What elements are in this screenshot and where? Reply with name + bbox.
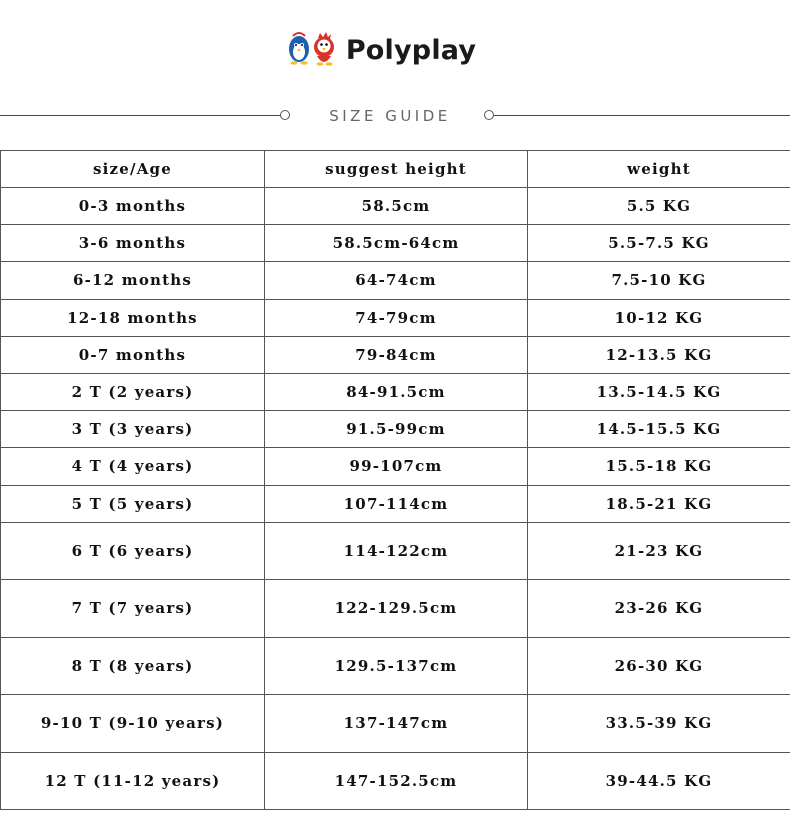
cell-height: 58.5cm: [265, 188, 528, 225]
cell-size-age: 8 T (8 years): [1, 637, 265, 695]
divider-line-right: [494, 115, 790, 116]
cell-height: 137-147cm: [265, 695, 528, 753]
header-weight: weight: [528, 151, 790, 188]
cell-weight: 7.5-10 KG: [528, 262, 790, 299]
table-row: [1, 580, 790, 638]
cell-size-age: 9-10 T (9-10 years): [1, 695, 265, 753]
cell-weight: 33.5-39 KG: [528, 695, 790, 753]
cell-size-age: 6-12 months: [1, 262, 265, 299]
table-row: [1, 299, 790, 336]
cell-weight: 39-44.5 KG: [528, 752, 790, 810]
cell-height: 91.5-99cm: [265, 411, 528, 448]
header-size-age: size/Age: [1, 151, 265, 188]
penguin-and-bird-logo-icon: [284, 30, 340, 70]
cell-weight: 18.5-21 KG: [528, 485, 790, 522]
table-row: [1, 225, 790, 262]
table-row: [1, 373, 790, 410]
table-row: [1, 262, 790, 299]
cell-size-age: 12 T (11-12 years): [1, 752, 265, 810]
cell-weight: 23-26 KG: [528, 580, 790, 638]
cell-weight: 12-13.5 KG: [528, 336, 790, 373]
cell-size-age: 2 T (2 years): [1, 373, 265, 410]
cell-size-age: 0-3 months: [1, 188, 265, 225]
cell-weight: 13.5-14.5 KG: [528, 373, 790, 410]
cell-height: 99-107cm: [265, 448, 528, 485]
cell-weight: 10-12 KG: [528, 299, 790, 336]
cell-height: 58.5cm-64cm: [265, 225, 528, 262]
table-row: [1, 411, 790, 448]
divider-circle-left-icon: [280, 110, 290, 120]
cell-weight: 15.5-18 KG: [528, 448, 790, 485]
header-suggest-height: suggest height: [265, 151, 528, 188]
table-row: [1, 448, 790, 485]
cell-weight: 21-23 KG: [528, 522, 790, 580]
cell-weight: 14.5-15.5 KG: [528, 411, 790, 448]
divider-circle-right-icon: [484, 110, 494, 120]
section-title: SIZE GUIDE: [329, 107, 451, 125]
cell-weight: 26-30 KG: [528, 637, 790, 695]
table-row: [1, 637, 790, 695]
cell-height: 64-74cm: [265, 262, 528, 299]
cell-height: 147-152.5cm: [265, 752, 528, 810]
cell-height: 84-91.5cm: [265, 373, 528, 410]
cell-size-age: 7 T (7 years): [1, 580, 265, 638]
cell-size-age: 4 T (4 years): [1, 448, 265, 485]
cell-height: 107-114cm: [265, 485, 528, 522]
cell-height: 114-122cm: [265, 522, 528, 580]
cell-size-age: 3-6 months: [1, 225, 265, 262]
table-row: [1, 336, 790, 373]
table-row: [1, 522, 790, 580]
cell-size-age: 6 T (6 years): [1, 522, 265, 580]
section-divider: [0, 103, 790, 129]
cell-size-age: 0-7 months: [1, 336, 265, 373]
table-row: [1, 188, 790, 225]
cell-height: 122-129.5cm: [265, 580, 528, 638]
brand-name: Polyplay: [345, 34, 477, 66]
cell-size-age: 5 T (5 years): [1, 485, 265, 522]
table-row: [1, 695, 790, 753]
cell-size-age: 3 T (3 years): [1, 411, 265, 448]
cell-height: 129.5-137cm: [265, 637, 528, 695]
size-guide-table: [0, 150, 790, 810]
cell-height: 79-84cm: [265, 336, 528, 373]
table-header-row: [1, 151, 790, 188]
table-row: [1, 485, 790, 522]
divider-line-left: [0, 115, 281, 116]
table-row: [1, 752, 790, 810]
cell-size-age: 12-18 months: [1, 299, 265, 336]
brand-header: [0, 28, 760, 72]
cell-height: 74-79cm: [265, 299, 528, 336]
cell-weight: 5.5-7.5 KG: [528, 225, 790, 262]
cell-weight: 5.5 KG: [528, 188, 790, 225]
